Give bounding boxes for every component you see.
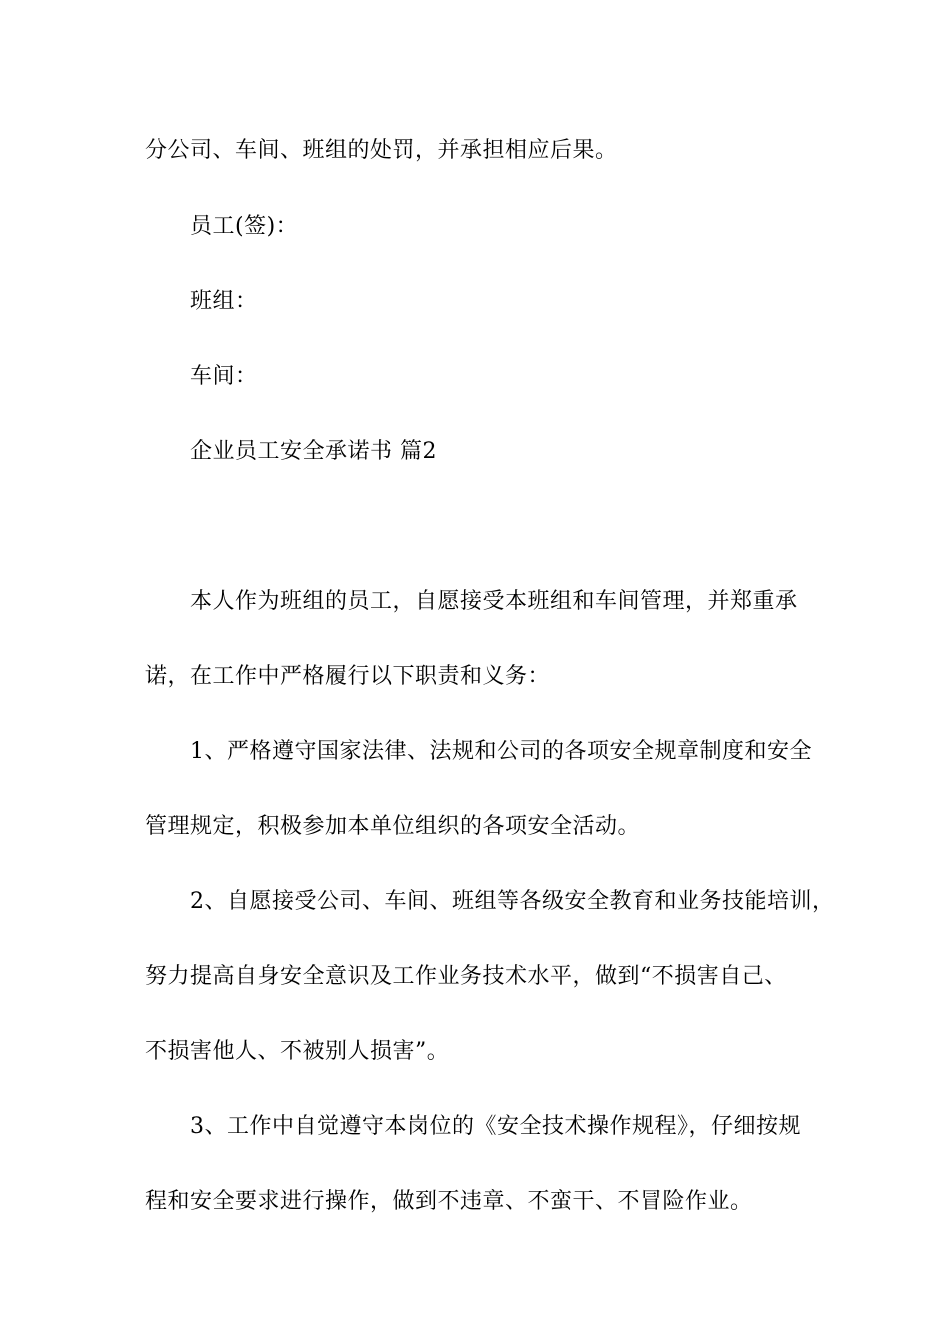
paragraph-intro-line-2: 诺，在工作中严格履行以下职责和义务：	[145, 664, 551, 689]
item-1-line-2: 管理规定，积极参加本单位组织的各项安全活动。	[145, 814, 641, 839]
item-3-line-2: 程和安全要求进行操作，做到不违章、不蛮干、不冒险作业。	[145, 1189, 753, 1214]
item-2-line-1: 2、自愿接受公司、车间、班组等各级安全教育和业务技能培训，	[190, 889, 835, 914]
item-2-line-2: 努力提高自身安全意识及工作业务技术水平，做到“不损害自己、	[145, 964, 787, 989]
item-2-line-3: 不损害他人、不被别人损害”。	[145, 1039, 450, 1064]
section-heading: 企业员工安全承诺书 篇2	[190, 439, 437, 464]
team-label: 班组：	[190, 289, 258, 314]
item-3-line-1: 3、工作中自觉遵守本岗位的《安全技术操作规程》，仔细按规	[190, 1114, 801, 1139]
item-1-line-1: 1、严格遵守国家法律、法规和公司的各项安全规章制度和安全	[190, 739, 812, 764]
paragraph-line-penalty: 分公司、车间、班组的处罚，并承担相应后果。	[145, 138, 618, 163]
paragraph-intro-line-1: 本人作为班组的员工，自愿接受本班组和车间管理，并郑重承	[190, 589, 798, 614]
workshop-label: 车间：	[190, 364, 258, 389]
employee-signature-label: 员工(签)：	[190, 214, 299, 239]
